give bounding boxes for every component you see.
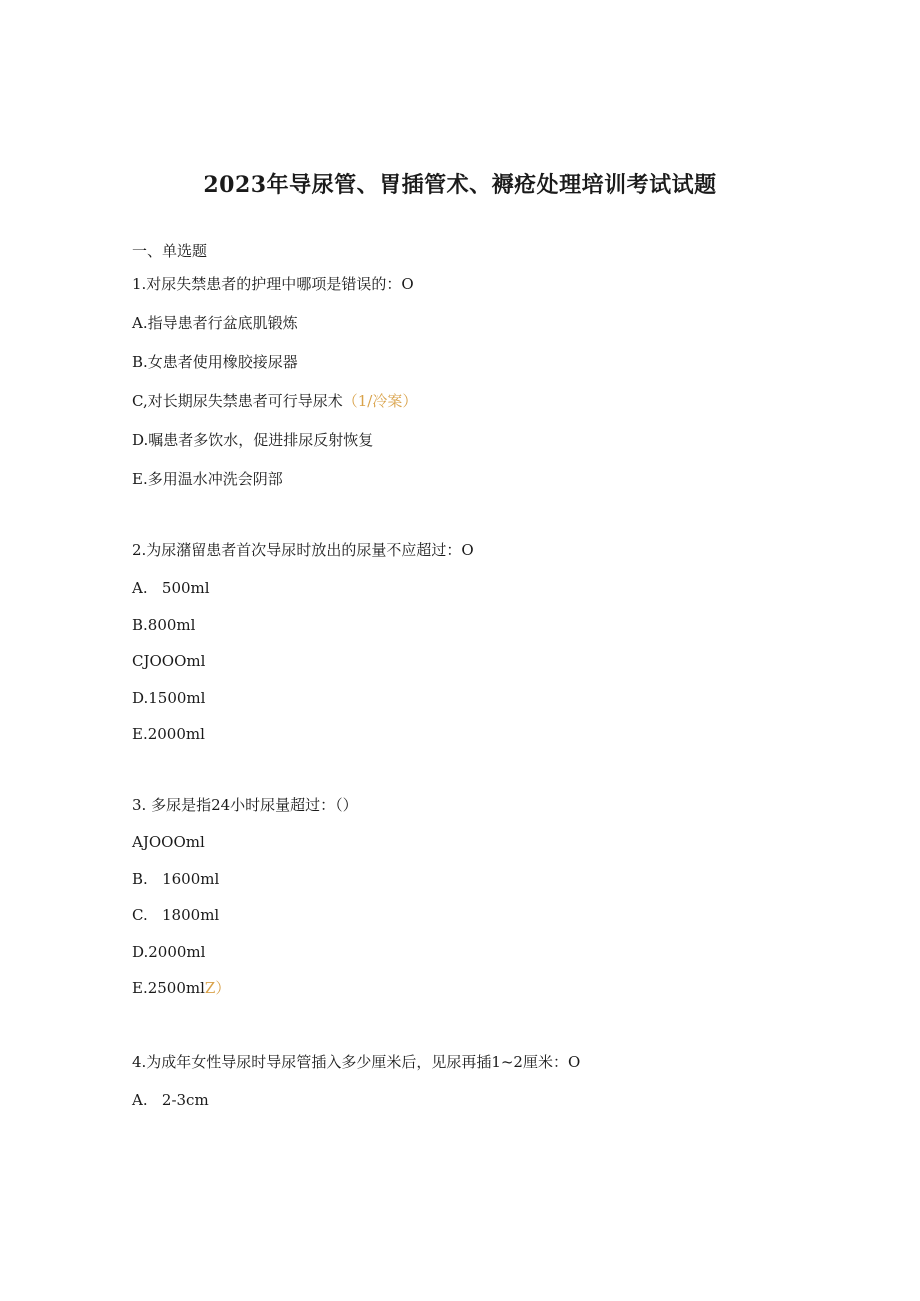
question-3-option-e: E.2500mlZ） — [132, 979, 231, 997]
question-3-option-d: D.2000ml — [132, 943, 206, 961]
answer-mark: （1/冷案） — [342, 392, 418, 410]
question-2-option-e: E.2000ml — [132, 725, 205, 743]
question-2-option-d: D.1500ml — [132, 689, 206, 707]
question-3-option-b: B. 1600ml — [132, 870, 220, 888]
question-2-stem: 2.为尿潴留患者首次导尿时放出的尿量不应超过：O — [132, 541, 474, 559]
question-2-option-c: CJOOOml — [132, 652, 206, 670]
question-1-option-d: D.嘱患者多饮水，促进排尿反射恢复 — [132, 431, 374, 449]
question-1-stem: 1.对尿失禁患者的护理中哪项是错误的：O — [132, 275, 414, 293]
question-4-stem: 4.为成年女性导尿时导尿管插入多少厘米后，见尿再插1~2厘米：O — [132, 1053, 581, 1071]
question-4-option-a: A. 2-3cm — [132, 1091, 209, 1109]
question-3-option-c: C. 1800ml — [132, 906, 220, 924]
question-1-option-b: B.女患者使用橡胶接尿器 — [132, 353, 298, 371]
page-title: 2023年导尿管、胃插管术、褥疮处理培训考试试题 — [203, 172, 717, 198]
question-1-option-e: E.多用温水冲洗会阴部 — [132, 470, 283, 488]
question-3-option-a: AJOOOml — [132, 833, 205, 851]
answer-mark: Z） — [204, 979, 231, 997]
question-3-stem: 3. 多尿是指24小时尿量超过：（） — [132, 796, 358, 814]
question-2-option-a: A. 500ml — [132, 579, 210, 597]
question-2-option-b: B.800ml — [132, 616, 196, 634]
question-1-option-a: A.指导患者行盆底肌锻炼 — [132, 314, 298, 332]
question-1-option-c: C,对长期尿失禁患者可行导尿术（1/冷案） — [132, 392, 418, 410]
section-heading: 一、单选题 — [132, 242, 208, 260]
